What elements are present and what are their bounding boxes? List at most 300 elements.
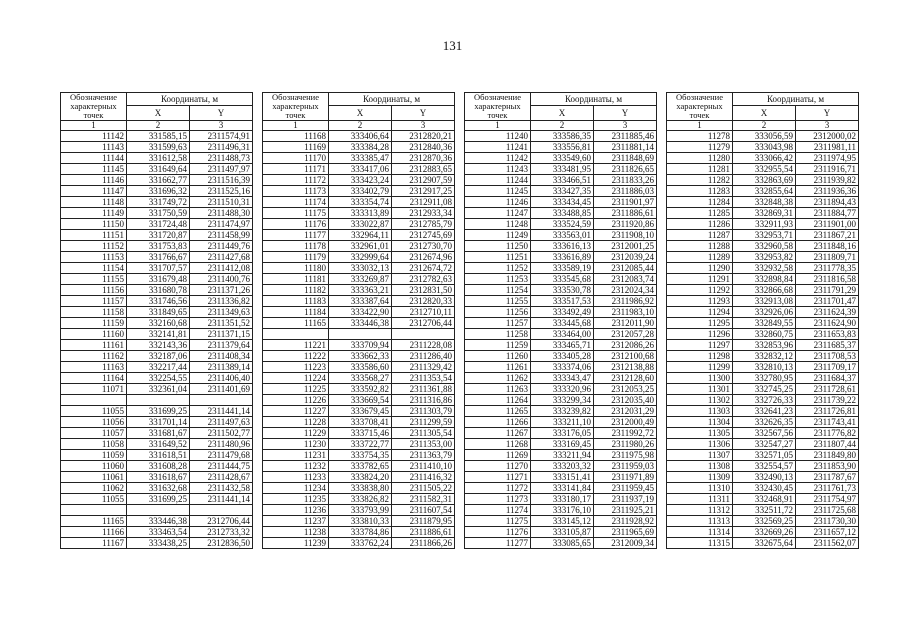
table-row xyxy=(263,494,455,505)
x-value: 333616,89 xyxy=(531,252,594,263)
x-value: 332866,68 xyxy=(733,285,796,296)
x-value: 332745,25 xyxy=(733,384,796,395)
point-id: 11174 xyxy=(263,197,329,208)
table-row xyxy=(263,153,455,164)
point-id: 11238 xyxy=(263,527,329,538)
y-value: 2311562,07 xyxy=(796,538,859,549)
x-header: X xyxy=(531,105,594,120)
table-row xyxy=(263,472,455,483)
table-row xyxy=(61,483,253,494)
point-id: 11247 xyxy=(465,208,531,219)
designation-header: Обозначение характерных точек xyxy=(465,93,531,121)
y-value: 2312745,69 xyxy=(392,230,455,241)
table-row xyxy=(667,175,859,186)
y-value: 2311502,77 xyxy=(190,428,253,439)
point-id: 11280 xyxy=(667,153,733,164)
x-value: 333384,28 xyxy=(329,142,392,153)
table-row xyxy=(667,153,859,164)
y-value: 2312053,25 xyxy=(594,384,657,395)
y-value: 2311937,19 xyxy=(594,494,657,505)
table-row xyxy=(465,296,657,307)
table-row xyxy=(61,307,253,318)
table-row xyxy=(667,384,859,395)
x-value: 333145,12 xyxy=(531,516,594,527)
point-id: 11235 xyxy=(263,494,329,505)
y-value: 2311607,54 xyxy=(392,505,455,516)
point-id: 11257 xyxy=(465,318,531,329)
x-value: 332932,58 xyxy=(733,263,796,274)
y-value: 2311809,71 xyxy=(796,252,859,263)
x-value: 331766,67 xyxy=(127,252,190,263)
x-value: 333592,82 xyxy=(329,384,392,395)
x-value: 333343,47 xyxy=(531,373,594,384)
point-id: 11278 xyxy=(667,131,733,142)
y-value: 2311303,79 xyxy=(392,406,455,417)
point-id: 11155 xyxy=(61,274,127,285)
table-row xyxy=(667,494,859,505)
x-value: 333085,65 xyxy=(531,538,594,549)
table-row xyxy=(61,351,253,362)
point-id: 11258 xyxy=(465,329,531,340)
x-value: 332569,25 xyxy=(733,516,796,527)
table-row xyxy=(667,131,859,142)
point-id: 11271 xyxy=(465,472,531,483)
designation-header: Обозначение характерных точек xyxy=(667,93,733,121)
y-value: 2311363,79 xyxy=(392,450,455,461)
point-id: 11156 xyxy=(61,285,127,296)
table-row xyxy=(263,307,455,318)
x-value: 333715,46 xyxy=(329,428,392,439)
x-value: 333517,53 xyxy=(531,296,594,307)
x-value: 331599,63 xyxy=(127,142,190,153)
table-row xyxy=(263,461,455,472)
point-id: 11277 xyxy=(465,538,531,549)
point-id: 11274 xyxy=(465,505,531,516)
table-row xyxy=(61,318,253,329)
y-value: 2311728,61 xyxy=(796,384,859,395)
x-value: 333402,79 xyxy=(329,186,392,197)
table-row xyxy=(263,428,455,439)
x-value: 333586,35 xyxy=(531,131,594,142)
x-value: 331749,72 xyxy=(127,197,190,208)
table-row xyxy=(667,362,859,373)
y-value: 2312840,36 xyxy=(392,142,455,153)
x-value: 333722,77 xyxy=(329,439,392,450)
point-id: 11273 xyxy=(465,494,531,505)
x-value: 332626,35 xyxy=(733,417,796,428)
x-value: 332955,54 xyxy=(733,164,796,175)
table-row xyxy=(465,186,657,197)
x-value: 331701,14 xyxy=(127,417,190,428)
x-value: 333782,65 xyxy=(329,461,392,472)
y-value: 2311708,53 xyxy=(796,351,859,362)
x-value: 333313,89 xyxy=(329,208,392,219)
y-value: 2311709,17 xyxy=(796,362,859,373)
table-row xyxy=(61,131,253,142)
y-value: 2311981,11 xyxy=(796,142,859,153)
point-id: 11304 xyxy=(667,417,733,428)
y-value: 2311329,42 xyxy=(392,362,455,373)
x-value: 332961,01 xyxy=(329,241,392,252)
x-value: 332860,75 xyxy=(733,329,796,340)
table-row xyxy=(61,450,253,461)
x-value: 333211,10 xyxy=(531,417,594,428)
table-row xyxy=(61,186,253,197)
point-id: 11223 xyxy=(263,362,329,373)
x-value: 333043,98 xyxy=(733,142,796,153)
point-id: 11289 xyxy=(667,252,733,263)
y-value: 2311497,63 xyxy=(190,417,253,428)
point-id: 11142 xyxy=(61,131,127,142)
y-value: 2311776,82 xyxy=(796,428,859,439)
x-value: 333066,42 xyxy=(733,153,796,164)
designation-header: Обозначение характерных точек xyxy=(263,93,329,121)
y-value: 2311516,39 xyxy=(190,175,253,186)
y-value: 2312011,90 xyxy=(594,318,657,329)
point-id: 11164 xyxy=(61,373,127,384)
point-id: 11259 xyxy=(465,340,531,351)
point-id: 11307 xyxy=(667,450,733,461)
table-row xyxy=(465,461,657,472)
x-value: 333239,82 xyxy=(531,406,594,417)
point-id: 11144 xyxy=(61,153,127,164)
y-value: 2311730,30 xyxy=(796,516,859,527)
x-value: 333784,86 xyxy=(329,527,392,538)
y-value: 2312706,44 xyxy=(392,318,455,329)
y-value: 2311684,37 xyxy=(796,373,859,384)
point-id: 11249 xyxy=(465,230,531,241)
table-row xyxy=(465,131,657,142)
table-row xyxy=(667,186,859,197)
table-row xyxy=(667,197,859,208)
table-row xyxy=(465,351,657,362)
x-value: 333434,45 xyxy=(531,197,594,208)
y-value: 2311371,15 xyxy=(190,329,253,340)
y-value: 2311496,31 xyxy=(190,142,253,153)
point-id: 11158 xyxy=(61,307,127,318)
x-value: 331681,67 xyxy=(127,428,190,439)
y-value: 2311574,91 xyxy=(190,131,253,142)
y-value: 2311885,46 xyxy=(594,131,657,142)
point-id: 11167 xyxy=(61,538,127,549)
x-value: 333679,45 xyxy=(329,406,392,417)
point-id: 11057 xyxy=(61,428,127,439)
table-row xyxy=(465,263,657,274)
y-value: 2312000,02 xyxy=(796,131,859,142)
point-id: 11261 xyxy=(465,362,531,373)
table-row xyxy=(667,263,859,274)
y-header: Y xyxy=(392,105,455,120)
x-value: 332848,38 xyxy=(733,197,796,208)
y-value: 2311816,58 xyxy=(796,274,859,285)
table-row xyxy=(465,384,657,395)
table-row xyxy=(263,296,455,307)
x-value: 331679,48 xyxy=(127,274,190,285)
y-value: 2311657,12 xyxy=(796,527,859,538)
table-row xyxy=(465,439,657,450)
x-value: 333203,32 xyxy=(531,461,594,472)
point-id: 11311 xyxy=(667,494,733,505)
point-id: 11170 xyxy=(263,153,329,164)
column-number: 1 xyxy=(667,121,733,131)
point-id: 11243 xyxy=(465,164,531,175)
y-value: 2312883,65 xyxy=(392,164,455,175)
point-id: 11161 xyxy=(61,340,127,351)
y-value: 2312085,44 xyxy=(594,263,657,274)
point-id: 11162 xyxy=(61,351,127,362)
x-value: 333211,94 xyxy=(531,450,594,461)
table-row xyxy=(465,450,657,461)
table-row xyxy=(465,527,657,538)
point-id: 11058 xyxy=(61,439,127,450)
x-value: 333141,84 xyxy=(531,483,594,494)
point-id: 11175 xyxy=(263,208,329,219)
y-value: 2311379,64 xyxy=(190,340,253,351)
point-id: 11147 xyxy=(61,186,127,197)
x-value: 333616,13 xyxy=(531,241,594,252)
point-id: 11246 xyxy=(465,197,531,208)
point-id: 11275 xyxy=(465,516,531,527)
y-value: 2311787,67 xyxy=(796,472,859,483)
point-id: 11221 xyxy=(263,340,329,351)
x-value: 333754,35 xyxy=(329,450,392,461)
point-id: 11222 xyxy=(263,351,329,362)
point-id: 11237 xyxy=(263,516,329,527)
x-value: 333589,19 xyxy=(531,263,594,274)
point-id: 11229 xyxy=(263,428,329,439)
x-value: 332430,45 xyxy=(733,483,796,494)
y-value: 2311305,54 xyxy=(392,428,455,439)
point-id: 11313 xyxy=(667,516,733,527)
point-id: 11225 xyxy=(263,384,329,395)
point-id: 11232 xyxy=(263,461,329,472)
point-id: 11267 xyxy=(465,428,531,439)
point-id: 11263 xyxy=(465,384,531,395)
x-value: 332780,95 xyxy=(733,373,796,384)
point-id: 11152 xyxy=(61,241,127,252)
column-number: 1 xyxy=(61,121,127,131)
y-value: 2311992,72 xyxy=(594,428,657,439)
y-value: 2311505,22 xyxy=(392,483,455,494)
point-id: 11241 xyxy=(465,142,531,153)
y-value: 2311449,76 xyxy=(190,241,253,252)
y-value: 2312911,08 xyxy=(392,197,455,208)
x-value: 332964,11 xyxy=(329,230,392,241)
x-value: 333176,10 xyxy=(531,505,594,516)
point-id: 11248 xyxy=(465,219,531,230)
table-row xyxy=(263,131,455,142)
point-id: 11281 xyxy=(667,164,733,175)
table-row xyxy=(667,516,859,527)
table-row xyxy=(667,472,859,483)
point-id: 11305 xyxy=(667,428,733,439)
y-value: 2312138,88 xyxy=(594,362,657,373)
x-value: 331662,77 xyxy=(127,175,190,186)
x-value: 332160,68 xyxy=(127,318,190,329)
y-value: 2311389,14 xyxy=(190,362,253,373)
point-id: 11165 xyxy=(61,516,127,527)
y-value: 2311582,31 xyxy=(392,494,455,505)
point-id: 11183 xyxy=(263,296,329,307)
table-row xyxy=(61,428,253,439)
y-value: 2311986,92 xyxy=(594,296,657,307)
x-value: 333446,38 xyxy=(127,516,190,527)
coordinates-header: Координаты, м xyxy=(531,93,657,106)
table-row xyxy=(667,296,859,307)
point-id: 11055 xyxy=(61,494,127,505)
table-row xyxy=(61,296,253,307)
point-id: 11061 xyxy=(61,472,127,483)
y-value: 2311848,16 xyxy=(796,241,859,252)
point-id: 11160 xyxy=(61,329,127,340)
table-row xyxy=(61,417,253,428)
table-row xyxy=(667,483,859,494)
table-row xyxy=(61,241,253,252)
table-row xyxy=(263,340,455,351)
table-row xyxy=(263,142,455,153)
y-value: 2311807,44 xyxy=(796,439,859,450)
x-value: 333406,64 xyxy=(329,131,392,142)
y-value: 2311441,14 xyxy=(190,406,253,417)
y-value: 2311971,89 xyxy=(594,472,657,483)
table-row xyxy=(263,164,455,175)
table-row xyxy=(61,439,253,450)
point-id: 11163 xyxy=(61,362,127,373)
point-id: 11228 xyxy=(263,417,329,428)
x-value: 332254,55 xyxy=(127,373,190,384)
column-number: 3 xyxy=(190,121,253,131)
table-row xyxy=(61,175,253,186)
point-id: 11184 xyxy=(263,307,329,318)
y-value: 2311975,98 xyxy=(594,450,657,461)
x-value: 333417,06 xyxy=(329,164,392,175)
table-row xyxy=(263,197,455,208)
x-value: 333586,60 xyxy=(329,362,392,373)
y-value: 2312024,34 xyxy=(594,285,657,296)
y-value: 2311936,36 xyxy=(796,186,859,197)
point-id: 11314 xyxy=(667,527,733,538)
point-id: 11287 xyxy=(667,230,733,241)
table-row xyxy=(263,362,455,373)
x-value: 332855,64 xyxy=(733,186,796,197)
point-id: 11293 xyxy=(667,296,733,307)
y-value: 2311351,52 xyxy=(190,318,253,329)
table-row xyxy=(263,505,455,516)
y-value: 2311849,80 xyxy=(796,450,859,461)
point-id: 11296 xyxy=(667,329,733,340)
y-value: 2311412,08 xyxy=(190,263,253,274)
y-value: 2311653,83 xyxy=(796,329,859,340)
point-id: 11290 xyxy=(667,263,733,274)
y-value: 2311525,16 xyxy=(190,186,253,197)
y-value: 2311510,31 xyxy=(190,197,253,208)
x-value: 333463,54 xyxy=(127,527,190,538)
x-value: 333445,68 xyxy=(531,318,594,329)
y-value xyxy=(190,395,253,406)
x-value: 332913,08 xyxy=(733,296,796,307)
x-value: 333838,80 xyxy=(329,483,392,494)
table-row xyxy=(61,516,253,527)
y-value: 2311416,32 xyxy=(392,472,455,483)
table-row xyxy=(667,329,859,340)
table-row xyxy=(263,439,455,450)
y-value: 2312035,40 xyxy=(594,395,657,406)
y-header: Y xyxy=(594,105,657,120)
table-row xyxy=(263,230,455,241)
x-header: X xyxy=(127,105,190,120)
table-row xyxy=(61,494,253,505)
x-value: 333662,33 xyxy=(329,351,392,362)
point-id: 11166 xyxy=(61,527,127,538)
y-value: 2312086,26 xyxy=(594,340,657,351)
x-value: 333385,47 xyxy=(329,153,392,164)
table-row xyxy=(61,527,253,538)
y-value: 2311833,26 xyxy=(594,175,657,186)
point-id: 11239 xyxy=(263,538,329,549)
x-value: 333032,13 xyxy=(329,263,392,274)
point-id: 11306 xyxy=(667,439,733,450)
y-value: 2311879,95 xyxy=(392,516,455,527)
table-row xyxy=(263,241,455,252)
point-id: 11150 xyxy=(61,219,127,230)
x-value: 333423,24 xyxy=(329,175,392,186)
y-value xyxy=(190,505,253,516)
column-number: 3 xyxy=(594,121,657,131)
y-value: 2311432,58 xyxy=(190,483,253,494)
point-id: 11250 xyxy=(465,241,531,252)
y-value: 2311754,97 xyxy=(796,494,859,505)
point-id: 11143 xyxy=(61,142,127,153)
table-row xyxy=(263,219,455,230)
x-value: 333320,96 xyxy=(531,384,594,395)
x-value: 333022,87 xyxy=(329,219,392,230)
point-id: 11178 xyxy=(263,241,329,252)
x-value: 332853,96 xyxy=(733,340,796,351)
x-value: 333826,82 xyxy=(329,494,392,505)
x-value: 333481,95 xyxy=(531,164,594,175)
point-id: 11315 xyxy=(667,538,733,549)
x-value: 332810,13 xyxy=(733,362,796,373)
column-number: 2 xyxy=(531,121,594,131)
x-value: 332726,33 xyxy=(733,395,796,406)
table-row xyxy=(667,285,859,296)
point-id: 11240 xyxy=(465,131,531,142)
point-id: 11256 xyxy=(465,307,531,318)
table-row xyxy=(465,329,657,340)
table-row xyxy=(263,527,455,538)
y-value: 2311908,10 xyxy=(594,230,657,241)
x-value: 333549,60 xyxy=(531,153,594,164)
table-row xyxy=(263,175,455,186)
x-value: 333354,74 xyxy=(329,197,392,208)
point-id: 11265 xyxy=(465,406,531,417)
y-value: 2312100,68 xyxy=(594,351,657,362)
point-id: 11231 xyxy=(263,450,329,461)
y-value: 2312820,21 xyxy=(392,131,455,142)
table-row xyxy=(61,505,253,516)
y-value: 2311480,96 xyxy=(190,439,253,450)
table-row xyxy=(61,340,253,351)
point-id: 11179 xyxy=(263,252,329,263)
x-value: 332911,93 xyxy=(733,219,796,230)
x-value: 333530,78 xyxy=(531,285,594,296)
y-value: 2311965,69 xyxy=(594,527,657,538)
table-row xyxy=(465,494,657,505)
x-value xyxy=(127,505,190,516)
point-id: 11159 xyxy=(61,318,127,329)
point-id: 11236 xyxy=(263,505,329,516)
x-value: 333708,41 xyxy=(329,417,392,428)
